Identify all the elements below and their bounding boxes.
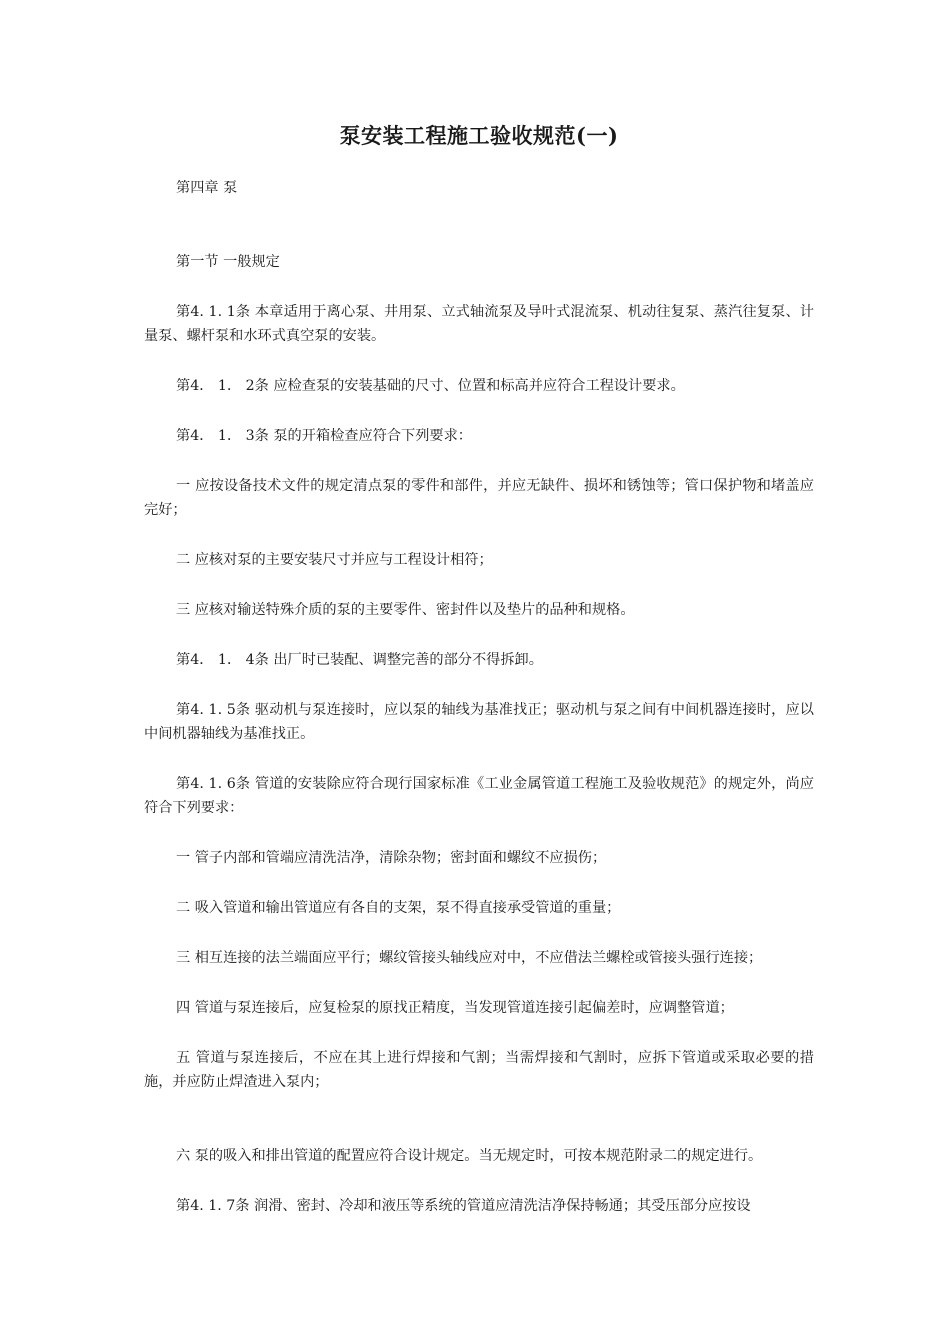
clause-4-1-6-item-1: 一 管子内部和管端应清洗洁净，清除杂物；密封面和螺纹不应损伤； <box>176 850 607 866</box>
clause-4-1-5: 第4. 1. 5条 驱动机与泵连接时，应以泵的轴线为基准找正；驱动机与泵之间有中间机器连接时，应以中间机器轴线为基准找正。 <box>144 702 814 742</box>
clause-4-1-4: 第4． 1． 4条 出厂时已装配、调整完善的部分不得拆卸。 <box>176 652 543 668</box>
chapter-heading: 第四章 泵 <box>176 180 238 196</box>
clause-4-1-6-item-6: 六 泵的吸入和排出管道的配置应符合设计规定。当无规定时，可按本规范附录二的规定进行。 <box>176 1148 763 1164</box>
clause-4-1-6-item-2: 二 吸入管道和输出管道应有各自的支架，泵不得直接承受管道的重量； <box>176 900 621 916</box>
clause-4-1-6-item-4: 四 管道与泵连接后，应复检泵的原找正精度，当发现管道连接引起偏差时，应调整管道； <box>176 1000 734 1016</box>
clause-4-1-3-item-3: 三 应核对输送特殊介质的泵的主要零件、密封件以及垫片的品种和规格。 <box>176 602 635 618</box>
section-heading: 第一节 一般规定 <box>176 254 280 270</box>
clause-4-1-6-item-3: 三 相互连接的法兰端面应平行；螺纹管接头轴线应对中，不应借法兰螺栓或管接头强行连接； <box>176 950 763 966</box>
clause-4-1-6: 第4. 1. 6条 管道的安装除应符合现行国家标准《工业金属管道工程施工及验收规范》的规定外，尚应符合下列要求： <box>144 776 814 816</box>
document-title: 泵安装工程施工验收规范(一) <box>339 123 619 148</box>
clause-4-1-2: 第4． 1． 2条 应检查泵的安装基础的尺寸、位置和标高并应符合工程设计要求。 <box>176 378 685 394</box>
clause-4-1-7: 第4. 1. 7条 润滑、密封、冷却和液压等系统的管道应清洗洁净保持畅通；其受压部分应按设 <box>176 1198 751 1214</box>
clause-4-1-3-item-1: 一 应按设备技术文件的规定清点泵的零件和部件，并应无缺件、损坏和锈蚀等；管口保护物和堵盖应完好； <box>144 478 814 518</box>
clause-4-1-3-item-2: 二 应核对泵的主要安装尺寸并应与工程设计相符； <box>176 552 493 568</box>
document-body <box>144 120 814 1244</box>
clause-4-1-1: 第4. 1. 1条 本章适用于离心泵、井用泵、立式轴流泵及导叶式混流泵、机动往复泵、蒸汽往复泵、计量泵、螺杆泵和水环式真空泵的安装。 <box>144 304 814 344</box>
clause-4-1-6-item-5: 五 管道与泵连接后，不应在其上进行焊接和气割；当需焊接和气割时，应拆下管道或采取必要的措施，并应防止焊渣进入泵内； <box>144 1050 814 1090</box>
clause-4-1-3: 第4． 1． 3条 泵的开箱检查应符合下列要求： <box>176 428 472 444</box>
